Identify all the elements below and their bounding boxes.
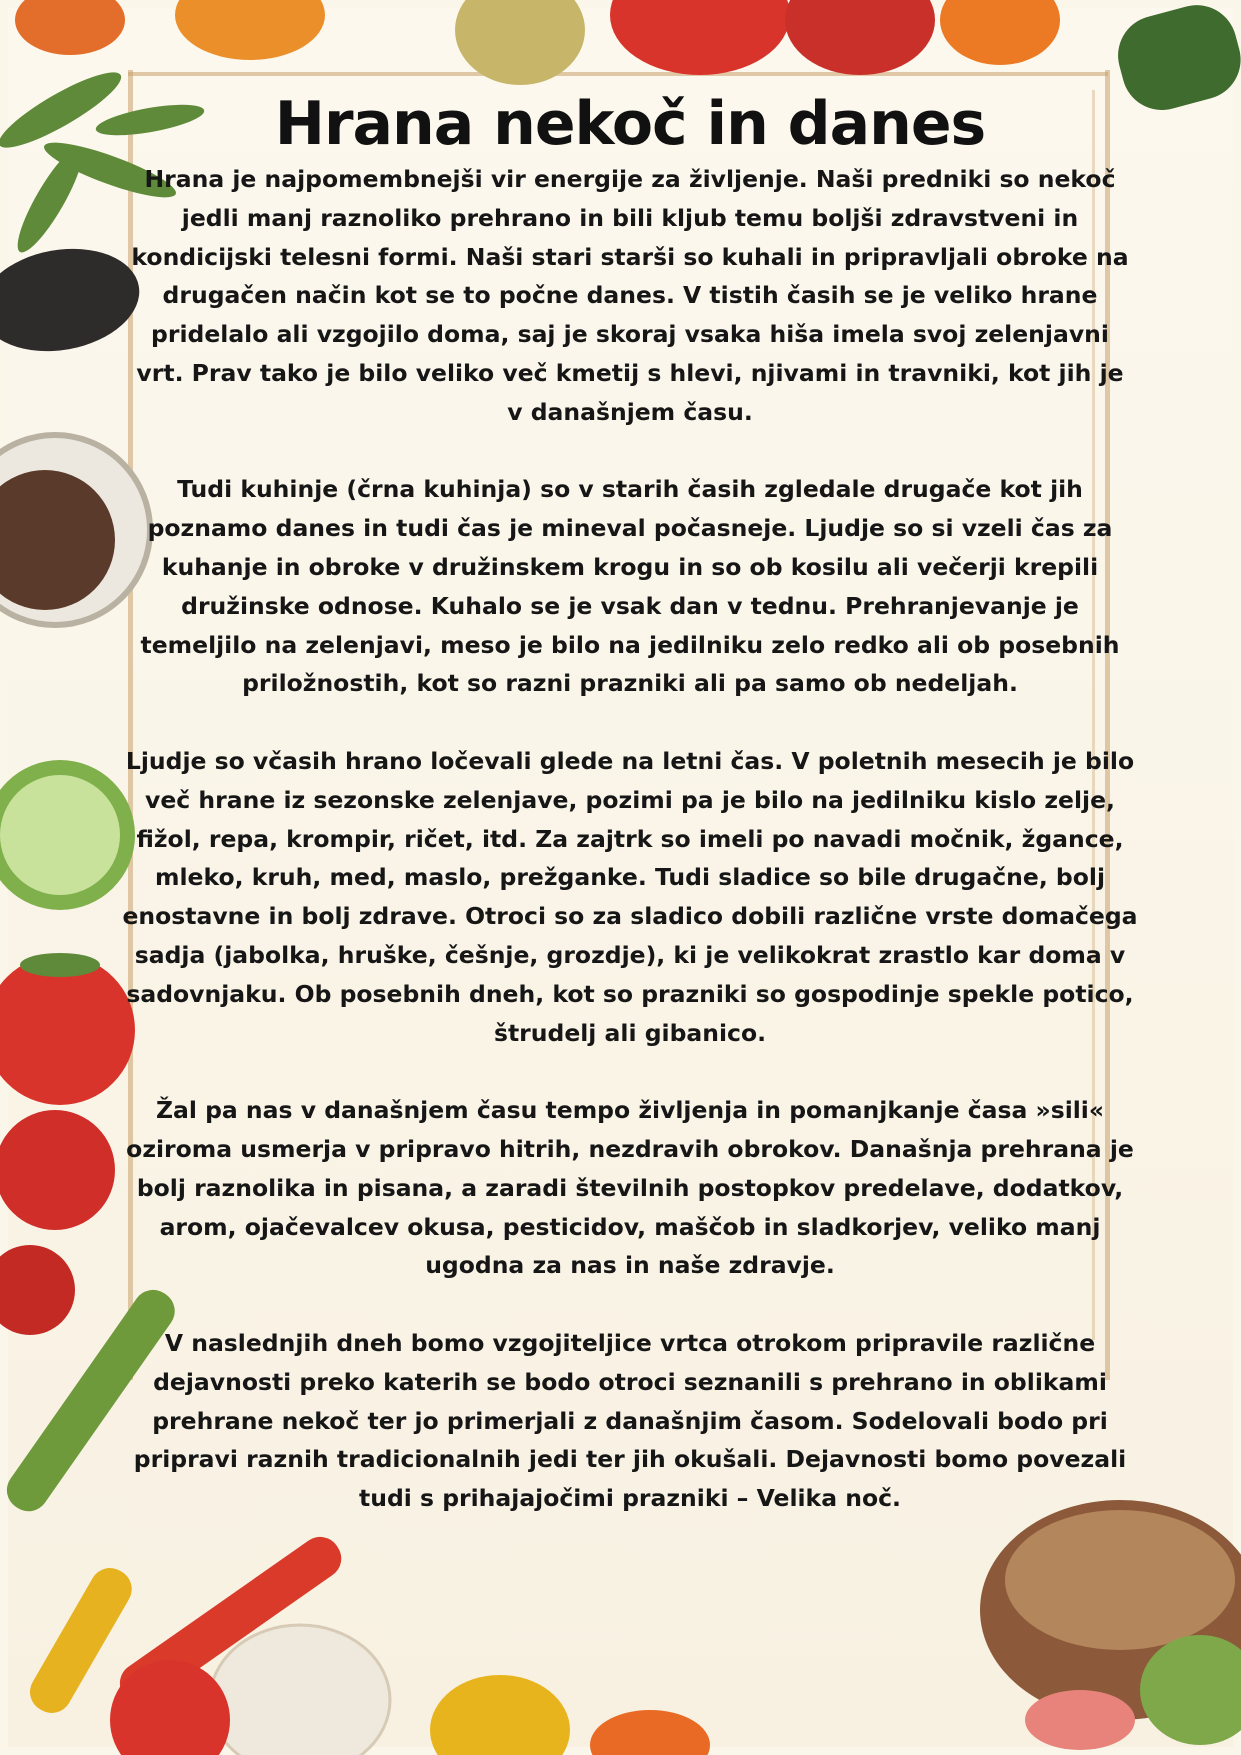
garlic-icon [210,1625,390,1755]
tomato-icon [610,0,1060,75]
orange-slice-icon [15,0,325,60]
paragraph: Hrana je najpomembnejši vir energije za življenje. Naši predniki so nekoč jedli manj raznoliko prehrano in bili kljub temu boljši zdravstveni in kondicijski telesni formi. Naši stari starši so kuhali in pripravljali obroke na drugačen način kot se to počne danes. V tistih časih se je veliko hrane pridelalo ali vzgojilo doma, saj je skoraj vsaka hiša imela svoj zelenjavni vrt. Prav tako je bilo veliko več kmetij s hlevi, njivami in travniki, kot jih je v današnjem času. [131,165,1129,426]
cucumber-slice-icon [0,760,135,910]
paragraph: V naslednjih dneh bomo vzgojiteljice vrtca otrokom pripravile različne dejavnosti preko katerih se bodo otroci seznanili s prehrano in oblikami prehrane nekoč ter jo primerjali z današnjim časom. Sodelovali bodo pri pripravi raznih tradicionalnih jedi ter jih okušali. Dejavnosti bomo povezali tudi s prihajajočimi prazniki – Velika noč. [133,1328,1127,1513]
paragraph: Ljudje so včasih hrano ločevali glede na letni čas. V poletnih mesecih je bilo več hrane iz sezonske zelenjave, pozimi pa je bilo na jedilniku kislo zelje, fižol, repa, krompir, ričet, itd. Za zajtrk so imeli po navadi močnik, žgance, mleko, kruh, med, maslo, prežganke. Tudi sladice so bile drugačne, bolj enostavne in bolj zdrave. Otroci so za sladico dobili različne vrste domačega sadja (jabolka, hruške, češnje, grozdje), ki je velikokrat zrastlo kar doma v sadovnjaku. Ob posebnih dneh, kot so prazniki so gospodinje spekle potico, štrudelj ali gibanico. [122,746,1138,1047]
onion-icon [455,0,585,85]
yellow-pepper-icon [430,1675,710,1755]
page-title: Hrana nekoč in danes [274,89,986,159]
paragraph: Tudi kuhinje (črna kuhinja) so v starih časih zgledale drugače kot jih poznamo danes in tudi čas je mineval počasneje. Ljudje so si vzeli čas za kuhanje in obroke v družinskem krogu in so ob kosilu ali večerji krepili družinske odnose. Kuhalo se je vsak dan v tednu. Prehranjevanje je temeljilo na zelenjavi, meso je bilo na jedilniku zelo redko ali ob posebnih priložnostih, kot so razni prazniki ali pa samo ob nedeljah. [140,475,1120,698]
article [120,88,1140,1518]
paragraph: Žal pa nas v današnjem času tempo življenja in pomanjkanje časa »sili« oziroma usmerja v pripravo hitrih, nezdravih obrokov. Današnja prehrana je bolj raznolika in pisana, a zaradi številnih postopkov predelave, dodatkov, arom, ojačevalcev okusa, pesticidov, maščob in sladkorjev, veliko manj ugodna za nas in naše zdravje. [126,1096,1134,1280]
tomatoes-left-icon [0,953,135,1335]
